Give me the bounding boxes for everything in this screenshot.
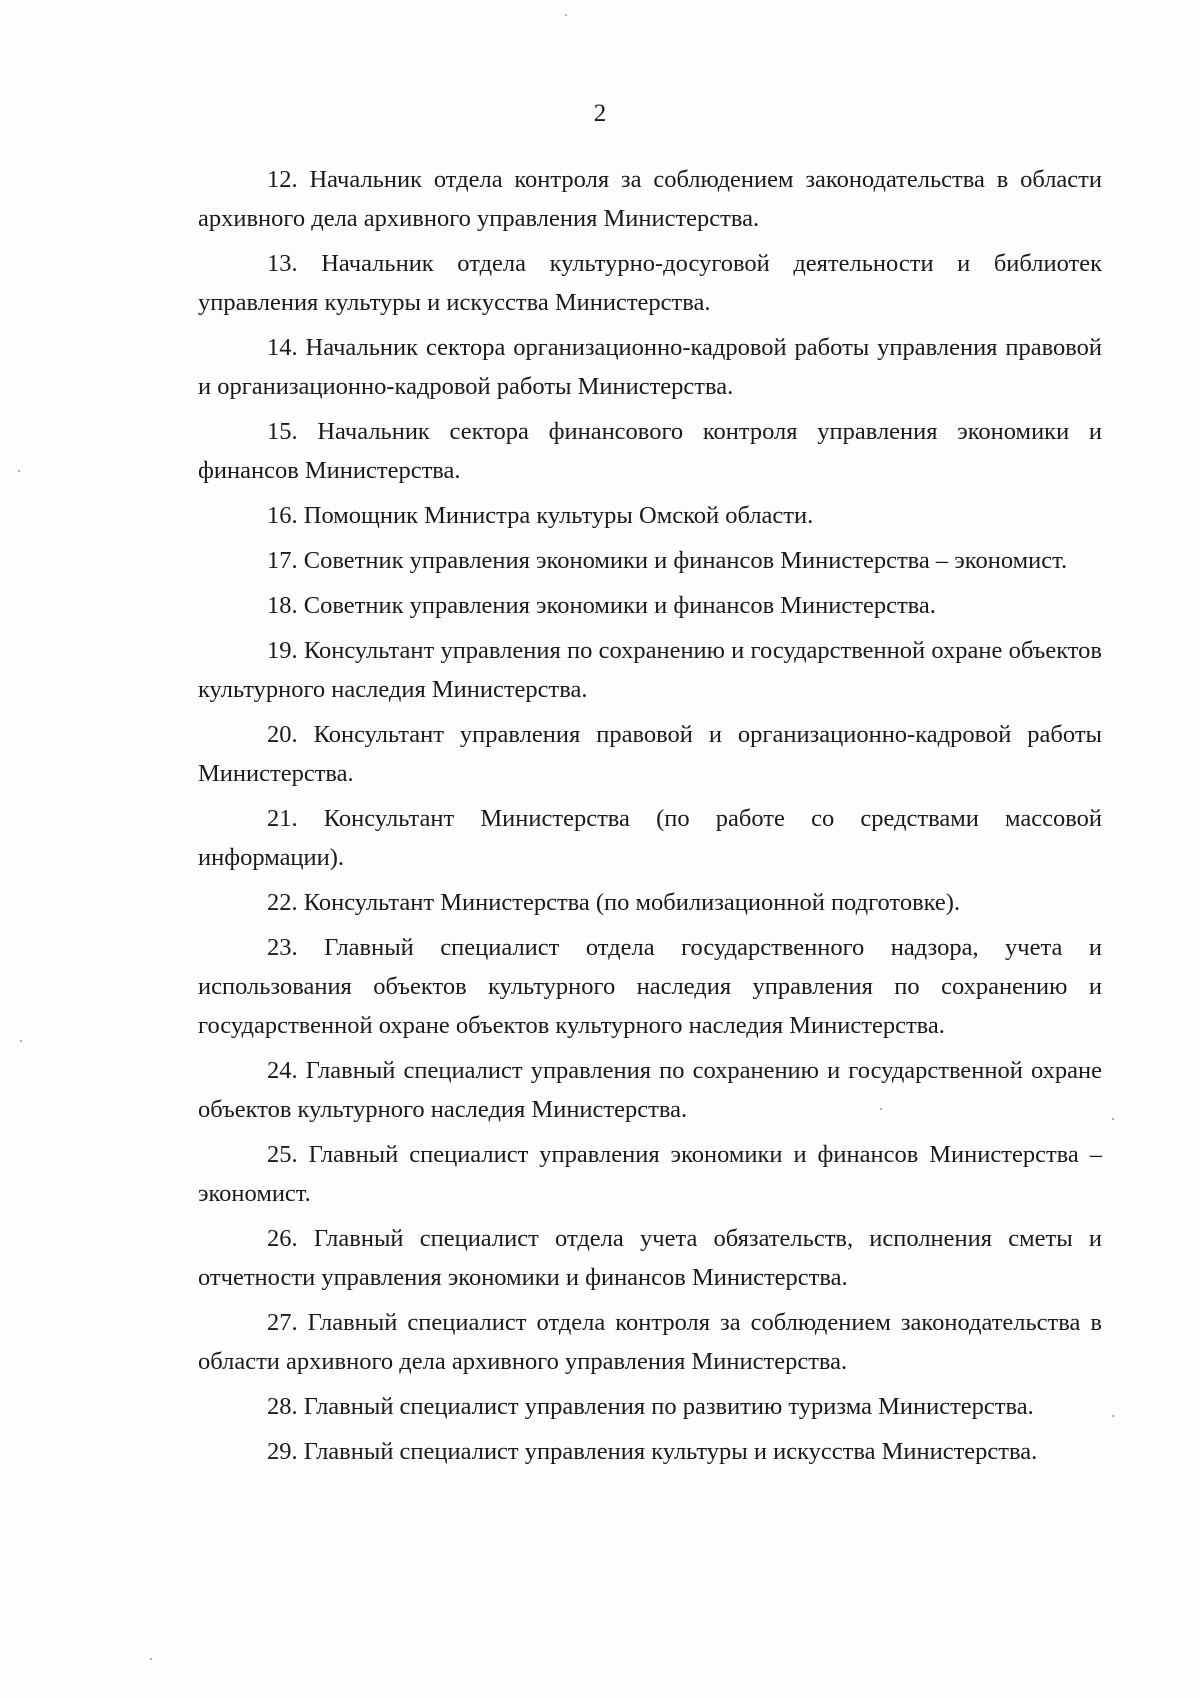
page-number: 2 [593, 100, 607, 127]
list-item: 16. Помощник Министра культуры Омской области. [267, 502, 814, 529]
list-item: 24. Главный специалист управления по сохранению и государственной охране объектов культурного наследия Министерства. [198, 1057, 1102, 1123]
scan-speck [20, 1040, 22, 1042]
list-item: 17. Советник управления экономики и финансов Министерства – экономист. [267, 547, 1068, 574]
scan-speck [1112, 1118, 1114, 1120]
list-item: 28. Главный специалист управления по развитию туризма Министерства. [267, 1393, 1034, 1420]
position-list [198, 160, 1102, 1477]
scan-speck [18, 470, 20, 472]
list-item: 29. Главный специалист управления культуры и искусства Министерства. [267, 1438, 1038, 1465]
list-item: 27. Главный специалист отдела контроля за соблюдением законодательства в области архивного дела архивного управления Министерства. [198, 1309, 1102, 1375]
list-item: 14. Начальник сектора организационно-кадровой работы управления правовой и организационно-кадровой работы Министерства. [198, 334, 1102, 400]
list-item: 21. Консультант Министерства (по работе со средствами массовой информации). [198, 805, 1102, 871]
list-item: 25. Главный специалист управления экономики и финансов Министерства – экономист. [198, 1141, 1102, 1207]
list-item: 22. Консультант Министерства (по мобилизационной подготовке). [267, 889, 961, 916]
list-item: 18. Советник управления экономики и финансов Министерства. [267, 592, 936, 619]
list-item: 23. Главный специалист отдела государственного надзора, учета и использования объектов культурного наследия управления по сохранению и государственной охране объектов культурного наследия Министерства. [198, 934, 1102, 1039]
list-item: 15. Начальник сектора финансового контроля управления экономики и финансов Министерства. [198, 418, 1102, 484]
scan-speck [150, 1658, 152, 1660]
list-item: 12. Начальник отдела контроля за соблюдением законодательства в области архивного дела архивного управления Министерства. [198, 166, 1102, 232]
scan-speck [880, 1108, 882, 1110]
scan-speck [565, 14, 567, 16]
scan-speck [1112, 1415, 1114, 1417]
list-item: 26. Главный специалист отдела учета обязательств, исполнения сметы и отчетности управления экономики и финансов Министерства. [198, 1225, 1102, 1291]
list-item: 13. Начальник отдела культурно-досуговой деятельности и библиотек управления культуры и искусства Министерства. [198, 250, 1102, 316]
list-item: 20. Консультант управления правовой и организационно-кадровой работы Министерства. [198, 721, 1102, 787]
list-item: 19. Консультант управления по сохранению и государственной охране объектов культурного наследия Министерства. [198, 637, 1102, 703]
